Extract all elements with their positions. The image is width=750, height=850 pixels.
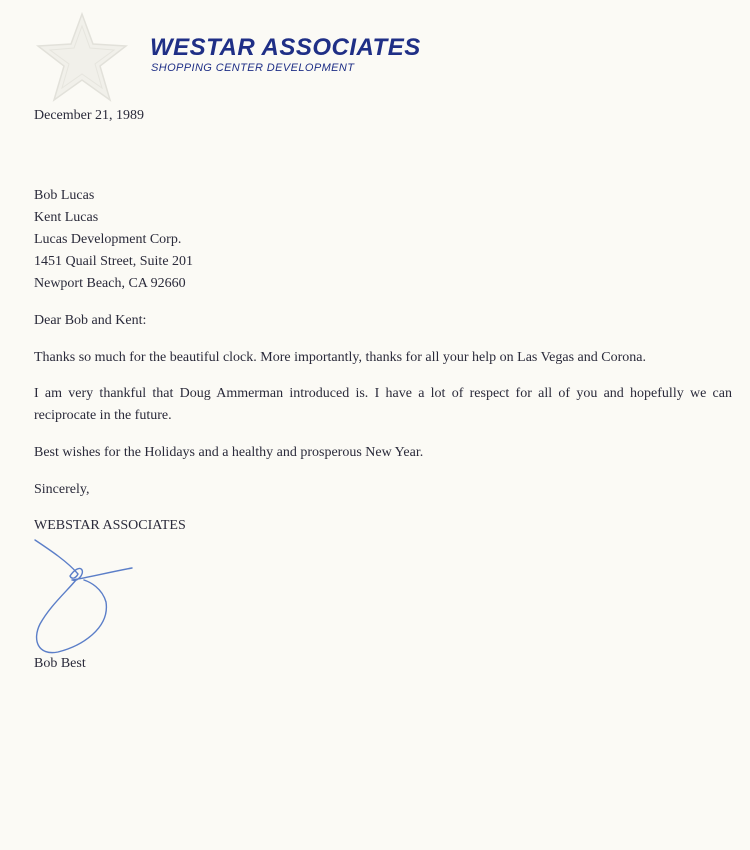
signer-name: Bob Best [34,656,86,671]
signature-image [30,536,140,658]
company-tagline: SHOPPING CENTER DEVELOPMENT [151,62,355,74]
recipient-line: Lucas Development Corp. [34,232,182,247]
body-paragraph: Thanks so much for the beautiful clock. More importantly, thanks for all your help on Las Vegas and Corona. [34,350,646,365]
recipient-line: 1451 Quail Street, Suite 201 [34,254,194,269]
recipient-line: Newport Beach, CA 92660 [34,276,186,291]
closing-company: WEBSTAR ASSOCIATES [34,518,186,533]
company-name: WESTAR ASSOCIATES [150,34,421,61]
body-paragraph: I am very thankful that Doug Ammerman introduced is. I have a lot of respect for all of you and hopefully we can reciprocate in the future. [34,386,732,423]
body-paragraph: Best wishes for the Holidays and a healthy and prosperous New Year. [34,445,424,460]
valediction: Sincerely, [34,482,90,497]
recipient-line: Kent Lucas [34,210,99,225]
star-logo-icon [34,10,130,104]
letter-date: December 21, 1989 [34,108,145,123]
salutation: Dear Bob and Kent: [34,313,147,328]
recipient-line: Bob Lucas [34,188,95,203]
